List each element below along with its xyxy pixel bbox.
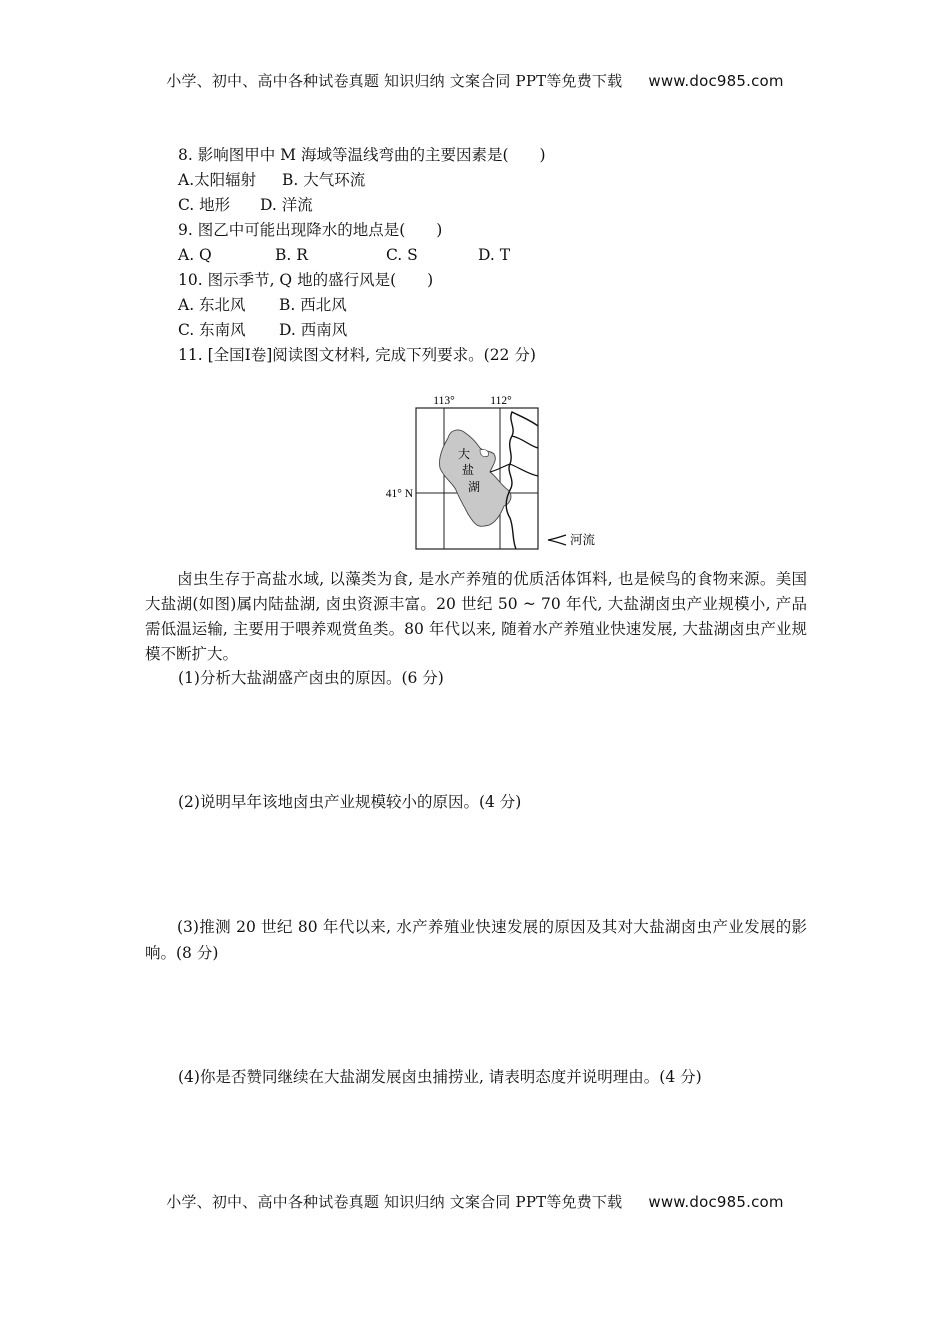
q11-stem: 11. [全国Ⅰ卷]阅读图文材料, 完成下列要求。(22 分) xyxy=(178,346,536,364)
river-branch-1 xyxy=(512,436,538,448)
q8-option-d[interactable]: D. 洋流 xyxy=(260,196,313,214)
q10-option-b[interactable]: B. 西北风 xyxy=(279,296,347,314)
q11-sub3-text: (3)推测 20 世纪 80 年代以来, 水产养殖业快速发展的原因及其对大盐湖卤虫产业发展的影响。(8 分) xyxy=(145,918,807,962)
river-main xyxy=(506,412,538,549)
page-footer xyxy=(0,1191,950,1212)
q9-option-c[interactable]: C. S xyxy=(386,246,418,264)
q11-material xyxy=(145,567,807,667)
q8-options xyxy=(178,170,365,190)
q11-sub3 xyxy=(145,914,807,966)
header-text: 小学、初中、高中各种试卷真题 知识归纳 文案合同 PPT等免费下载 xyxy=(166,72,623,90)
label-lon-113: 113° xyxy=(433,395,455,407)
lake-label-1: 大 xyxy=(457,447,471,461)
q10-option-c[interactable]: C. 东南风 xyxy=(178,321,246,339)
footer-text: 小学、初中、高中各种试卷真题 知识归纳 文案合同 PPT等免费下载 xyxy=(166,1193,623,1211)
label-lon-112: 112° xyxy=(490,395,512,407)
q10-option-d[interactable]: D. 西南风 xyxy=(279,321,348,339)
q10-option-a[interactable]: A. 东北风 xyxy=(178,296,246,314)
lake-label-3: 湖 xyxy=(467,480,481,494)
q9-option-a[interactable]: A. Q xyxy=(178,246,212,264)
q9-options xyxy=(178,245,510,265)
river-branch-2 xyxy=(510,464,538,476)
q8-option-c[interactable]: C. 地形 xyxy=(178,196,231,214)
label-lat-41n: 41° N xyxy=(385,488,413,500)
q9-stem: 9. 图乙中可能出现降水的地点是( ) xyxy=(178,221,443,239)
q8-option-b[interactable]: B. 大气环流 xyxy=(282,171,366,189)
q8-option-a[interactable]: A.太阳辐射 xyxy=(178,171,257,189)
q11-sub2: (2)说明早年该地卤虫产业规模较小的原因。(4 分) xyxy=(178,793,522,811)
q11-sub4: (4)你是否赞同继续在大盐湖发展卤虫捕捞业, 请表明态度并说明理由。(4 分) xyxy=(178,1068,702,1086)
header-site[interactable]: www.doc985.com xyxy=(648,72,784,90)
q9-option-d[interactable]: D. T xyxy=(478,246,511,264)
q8-stem: 8. 影响图甲中 M 海域等温线弯曲的主要因素是( ) xyxy=(178,146,546,164)
q10-options xyxy=(178,295,347,315)
lake-label-2: 盐 xyxy=(461,463,475,477)
great-salt-lake-map xyxy=(380,390,610,555)
q9-option-b[interactable]: B. R xyxy=(275,246,308,264)
legend-river-label: 河流 xyxy=(570,533,596,547)
q10-stem: 10. 图示季节, Q 地的盛行风是( ) xyxy=(178,271,434,289)
q8-options-2 xyxy=(178,195,313,215)
q10-options-2 xyxy=(178,320,347,340)
q11-sub1: (1)分析大盐湖盛产卤虫的原因。(6 分) xyxy=(178,669,444,687)
q11-material-text: 卤虫生存于高盐水域, 以藻类为食, 是水产养殖的优质活体饵料, 也是候鸟的食物来源。美国大盐湖(如图)属内陆盐湖, 卤虫资源丰富。20 世纪 50 ~ 70 年代, 大盐湖卤虫产业规模小, 产品需低温运输, 主要用于喂养观赏鱼类。80 年代以来, 随着水产养殖业快速发展, 大盐湖卤虫产业规模不断扩大。 xyxy=(145,570,807,663)
footer-site[interactable]: www.doc985.com xyxy=(648,1193,784,1211)
legend-river-symbol xyxy=(548,535,566,545)
page-header xyxy=(0,70,950,91)
